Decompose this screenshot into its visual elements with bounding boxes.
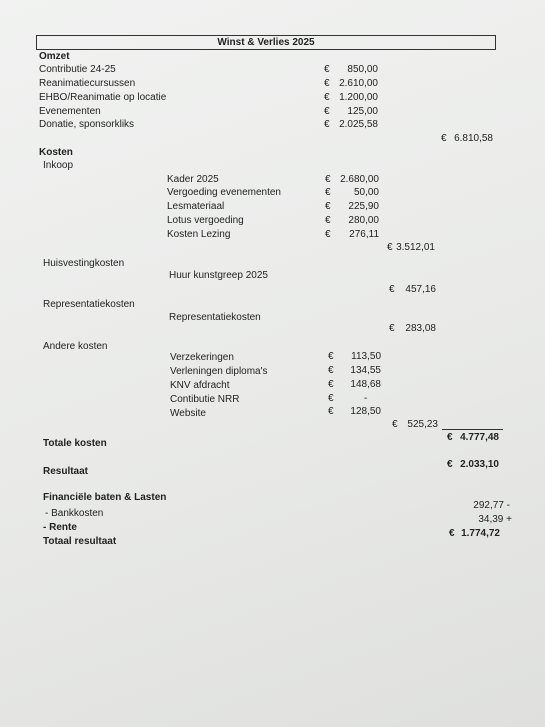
huisvesting-subtotal: 457,16 bbox=[405, 284, 436, 295]
huisvesting-heading: Huisvestingkosten bbox=[43, 258, 125, 269]
euro-sign: € bbox=[328, 365, 334, 376]
financieel-heading: Financiële baten & Lasten bbox=[43, 492, 167, 503]
euro-sign: € bbox=[325, 187, 331, 198]
omzet-item-label: EHBO/Reanimatie op locatie bbox=[39, 92, 167, 103]
euro-sign: € bbox=[324, 106, 330, 117]
andere-item-amount: 113,50 bbox=[351, 351, 381, 362]
euro-sign: € bbox=[447, 432, 453, 443]
euro-sign: € bbox=[325, 215, 331, 226]
representatie-item-label: Representatiekosten bbox=[169, 312, 261, 323]
euro-sign: € bbox=[389, 284, 395, 295]
euro-sign: € bbox=[392, 419, 398, 430]
inkoop-subtotal: 3.512,01 bbox=[396, 242, 435, 253]
euro-sign: € bbox=[324, 78, 330, 89]
inkoop-item-label: Kader 2025 bbox=[167, 174, 219, 185]
omzet-item-label: Evenementen bbox=[39, 106, 101, 117]
resultaat-amount: 2.033,10 bbox=[460, 459, 499, 470]
euro-sign: € bbox=[441, 133, 447, 144]
total-rule bbox=[442, 429, 503, 430]
andere-item-amount: - bbox=[364, 393, 368, 404]
inkoop-item-amount: 50,00 bbox=[353, 187, 379, 198]
rente-amount: 34,39 + bbox=[478, 514, 512, 525]
andere-item-label: Contibutie NRR bbox=[170, 394, 240, 405]
totaal-resultaat-label: Totaal resultaat bbox=[43, 536, 117, 547]
totale-kosten-amount: 4.777,48 bbox=[460, 432, 499, 443]
andere-item-amount: 134,55 bbox=[350, 365, 381, 376]
inkoop-item-amount: 225,90 bbox=[348, 201, 379, 212]
omzet-item-amount: 1.200,00 bbox=[339, 92, 378, 103]
inkoop-heading: Inkoop bbox=[43, 160, 74, 171]
euro-sign: € bbox=[325, 229, 331, 240]
omzet-item-amount: 125,00 bbox=[347, 106, 378, 117]
andere-item-amount: 128,50 bbox=[350, 406, 381, 417]
euro-sign: € bbox=[328, 351, 334, 362]
totaal-resultaat-amount: 1.774,72 bbox=[461, 528, 500, 539]
andere-item-label: KNV afdracht bbox=[170, 380, 230, 391]
euro-sign: € bbox=[447, 459, 453, 470]
inkoop-item-label: Lotus vergoeding bbox=[167, 215, 244, 226]
kosten-heading: Kosten bbox=[39, 147, 73, 158]
resultaat-label: Resultaat bbox=[43, 466, 89, 477]
euro-sign: € bbox=[328, 393, 334, 404]
andere-subtotal: 525,23 bbox=[407, 419, 438, 430]
inkoop-item-amount: 276,11 bbox=[349, 229, 379, 240]
omzet-item-amount: 2.025,58 bbox=[339, 119, 378, 130]
euro-sign: € bbox=[325, 201, 331, 212]
omzet-item-label: Donatie, sponsorkliks bbox=[39, 119, 135, 130]
huisvesting-item-label: Huur kunstgreep 2025 bbox=[169, 270, 268, 281]
omzet-item-label: Contributie 24-25 bbox=[39, 64, 116, 75]
representatie-subtotal: 283,08 bbox=[405, 323, 436, 334]
omzet-item-amount: 850,00 bbox=[347, 64, 378, 75]
inkoop-item-amount: 2.680,00 bbox=[340, 174, 379, 185]
omzet-item-label: Reanimatiecursussen bbox=[39, 78, 136, 89]
representatie-heading: Representatiekosten bbox=[43, 299, 135, 310]
euro-sign: € bbox=[328, 379, 334, 390]
euro-sign: € bbox=[324, 64, 330, 75]
inkoop-item-label: Lesmateriaal bbox=[167, 201, 225, 212]
euro-sign: € bbox=[328, 406, 334, 417]
inkoop-item-label: Vergoeding evenementen bbox=[167, 187, 281, 198]
totale-kosten-label: Totale kosten bbox=[43, 438, 107, 449]
euro-sign: € bbox=[325, 174, 331, 185]
euro-sign: € bbox=[324, 92, 330, 103]
inkoop-item-label: Kosten Lezing bbox=[167, 229, 231, 240]
omzet-total: 6.810,58 bbox=[454, 133, 493, 144]
euro-sign: € bbox=[324, 119, 330, 130]
andere-item-label: Verzekeringen bbox=[170, 352, 234, 363]
inkoop-item-amount: 280,00 bbox=[348, 215, 379, 226]
bankkosten-label: - Bankkosten bbox=[45, 508, 104, 519]
euro-sign: € bbox=[449, 528, 455, 539]
document-title: Winst & Verlies 2025 bbox=[36, 35, 496, 50]
omzet-heading: Omzet bbox=[39, 51, 70, 62]
euro-sign: € bbox=[389, 323, 395, 334]
andere-item-label: Website bbox=[170, 408, 206, 419]
rente-label: - Rente bbox=[43, 522, 77, 533]
bankkosten-amount: 292,77 - bbox=[473, 500, 510, 511]
omzet-item-amount: 2.610,00 bbox=[339, 78, 378, 89]
andere-kosten-heading: Andere kosten bbox=[43, 341, 108, 352]
andere-item-label: Verleningen diploma's bbox=[170, 366, 268, 377]
andere-item-amount: 148,68 bbox=[350, 379, 381, 390]
euro-sign: € bbox=[387, 242, 393, 253]
